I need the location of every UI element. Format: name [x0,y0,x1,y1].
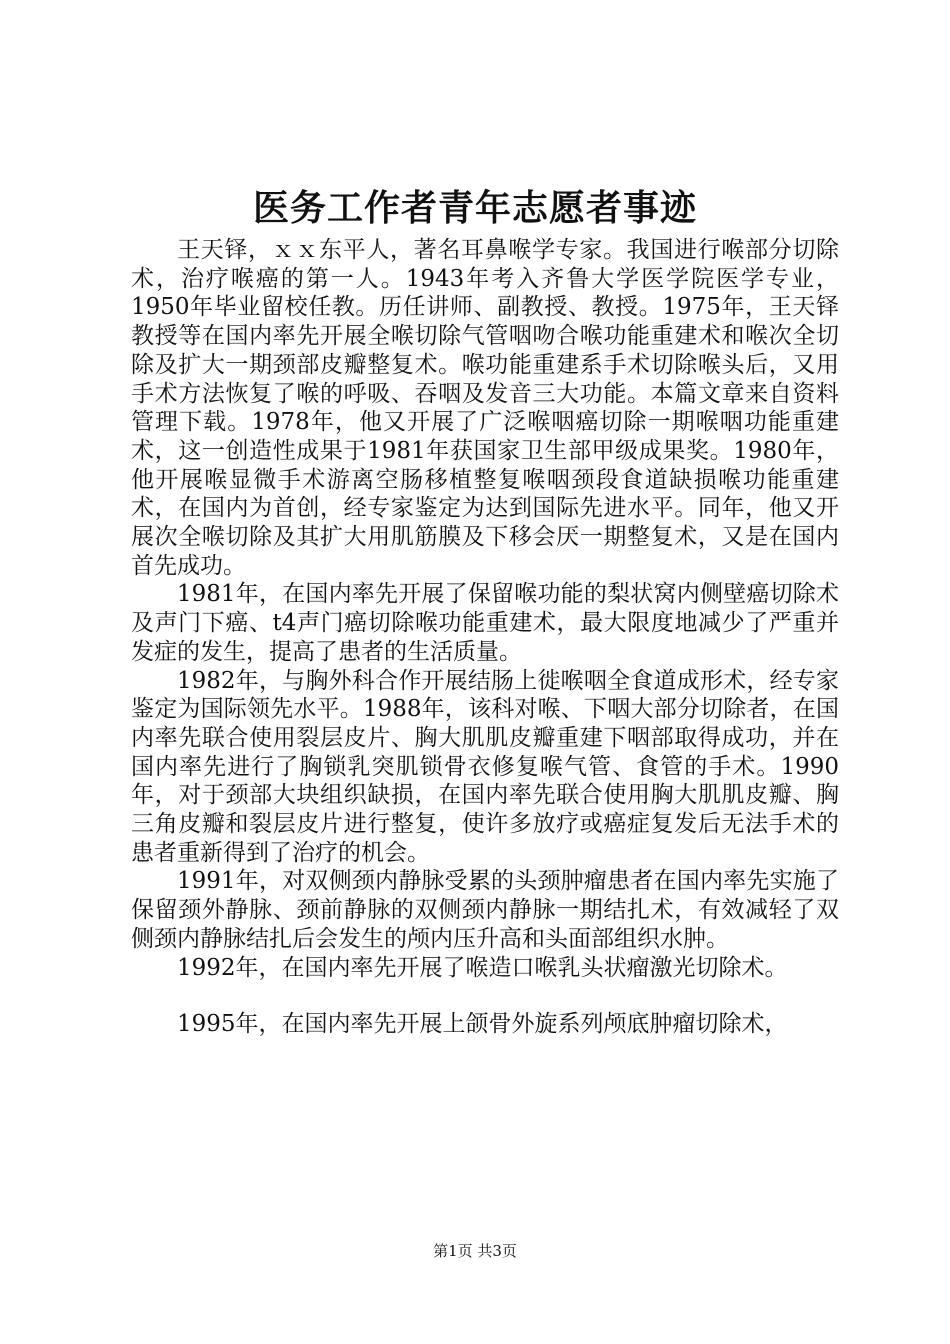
paragraph: 1981年，在国内率先开展了保留喉功能的梨状窝内侧壁癌切除术及声门下癌、t4声门癌切除喉功能重建术，最大限度地减少了严重并发症的发生，提高了患者的生活质量。 [131,581,839,665]
page-footer: 第1页 共3页 [433,1242,517,1260]
document-body [131,236,839,1039]
paragraph: 王天铎，ｘｘ东平人，著名耳鼻喉学专家。我国进行喉部分切除术，治疗喉癌的第一人。1943年考入齐鲁大学医学院医学专业，1950年毕业留校任教。历任讲师、副教授、教授。1975年，王天铎教授等在国内率先开展全喉切除气管咽吻合喉功能重建术和喉次全切除及扩大一期颈部皮瓣整复术。喉功能重建系手术切除喉头后，又用手术方法恢复了喉的呼吸、吞咽及发音三大功能。本篇文章来自资料管理下载。1978年，他又开展了广泛喉咽癌切除一期喉咽功能重建术，这一创造性成果于1981年获国家卫生部甲级成果奖。1980年，他开展喉显微手术游离空肠移植整复喉咽颈段食道缺损喉功能重建术，在国内为首创，经专家鉴定为达到国际先进水平。同年，他又开展次全喉切除及其扩大用肌筋膜及下移会厌一期整复术，又是在国内首先成功。 [131,237,839,579]
document-title: 医务工作者青年志愿者事迹 [252,187,697,229]
paragraph: 1995年，在国内率先开展上颌骨外旋系列颅底肿瘤切除术， [177,1011,788,1038]
paragraph: 1982年，与胸外科合作开展结肠上徙喉咽全食道成形术，经专家鉴定为国际领先水平。1988年，该科对喉、下咽大部分切除者，在国内率先联合使用裂层皮片、胸大肌肌皮瓣重建下咽部取得成功，并在国内率先进行了胸锁乳突肌锁骨衣修复喉气管、食管的手术。1990年，对于颈部大块组织缺损，在国内率先联合使用胸大肌肌皮瓣、胸三角皮瓣和裂层皮片进行整复，使许多放疗或癌症复发后无法手术的患者重新得到了治疗的机会。 [131,667,839,866]
paragraph: 1991年，对双侧颈内静脉受累的头颈肿瘤患者在国内率先实施了保留颈外静脉、颈前静脉的双侧颈内静脉一期结扎术，有效减轻了双侧颈内静脉结扎后会发生的颅内压升高和头面部组织水肿。 [131,868,839,952]
paragraph: 1992年，在国内率先开展了喉造口喉乳头状瘤激光切除术。 [177,954,788,981]
